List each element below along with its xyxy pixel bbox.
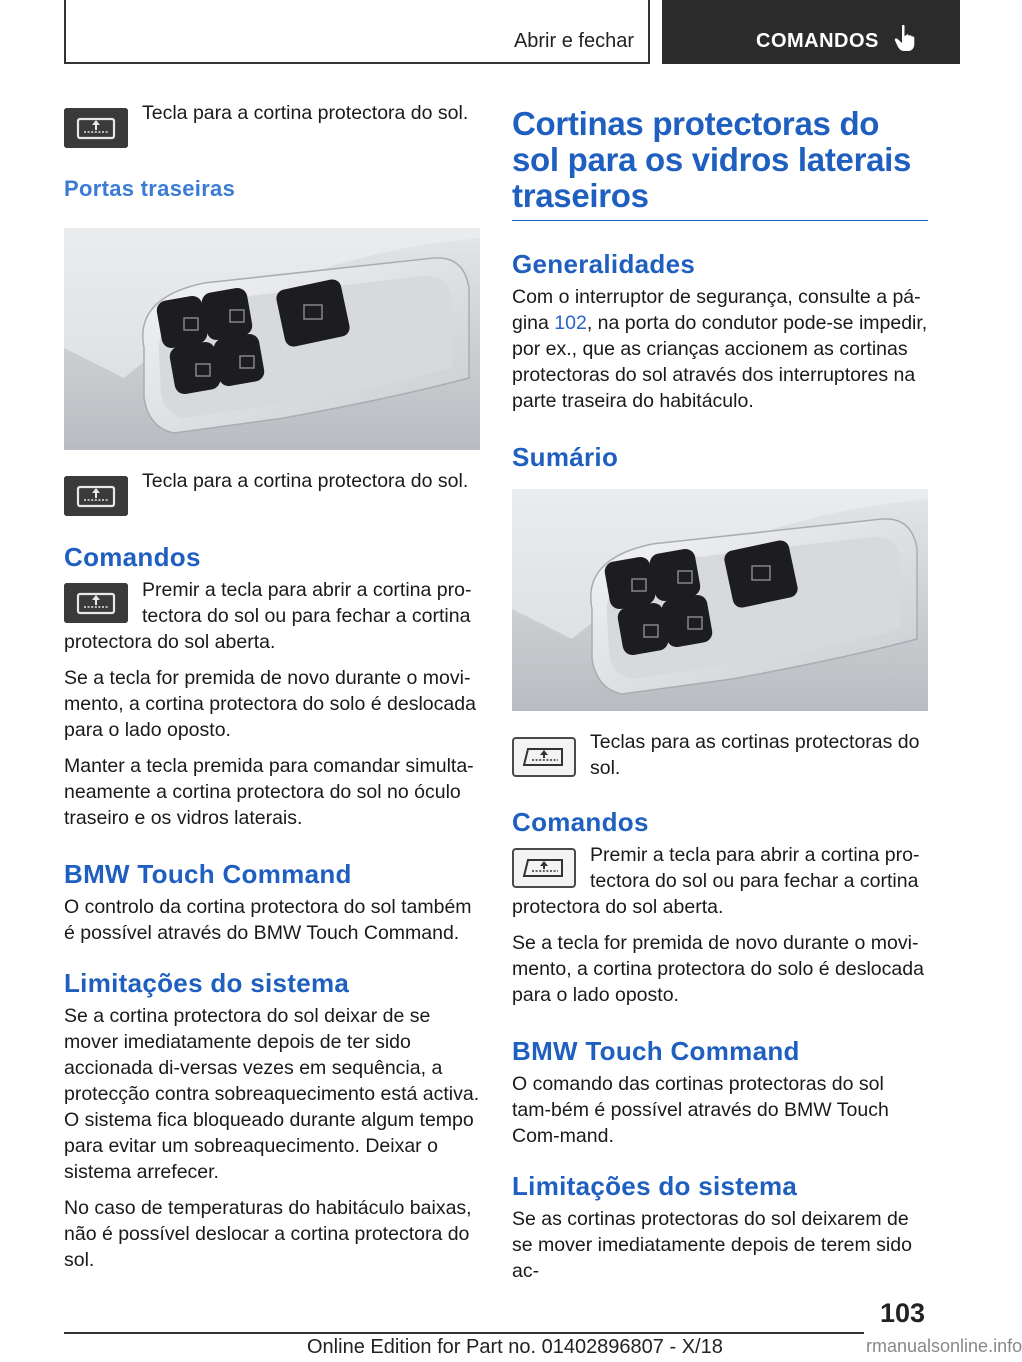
general-heading: Generalidades xyxy=(512,249,696,279)
touch-command-paragraph: O comando das cortinas protectoras do sol tam-bém é possível através do BMW Touch Com-mand. xyxy=(512,1073,889,1147)
watermark[interactable]: rmanualsonline.info xyxy=(866,1336,1022,1356)
intro-key-caption xyxy=(64,100,480,148)
summary-key-caption xyxy=(512,729,928,781)
rear-doors-key-caption xyxy=(64,468,480,516)
general-text: Com o interruptor de segurança, consulte a pá-gina xyxy=(512,286,921,334)
pointing-hand-icon xyxy=(894,24,916,52)
rear-door-switch-photo xyxy=(64,228,480,450)
limitations-paragraph: No caso de temperaturas do habitáculo baixas, não é possível deslocar a cortina protectora do sol. xyxy=(64,1197,472,1271)
sunblind-side-key-icon xyxy=(512,848,576,888)
touch-command-paragraph: O controlo da cortina protectora do sol também é possível através do BMW Touch Command. xyxy=(64,896,472,944)
general-text: , na porta do condutor pode-se impedir, por ex., que as crianças accionem as cortinas protectoras do sol através dos interruptores na parte traseira do habitáculo. xyxy=(512,312,928,412)
footer-divider xyxy=(64,1332,864,1334)
limitations-paragraph: Se as cortinas protectoras do sol deixarem de se mover imediatamente depois de terem sido ac- xyxy=(512,1208,912,1282)
rear-doors-heading: Portas traseiras xyxy=(64,176,236,201)
footer-edition: Online Edition for Part no. 01402896807 - X/18 xyxy=(307,1336,723,1358)
sunblind-rear-key-icon xyxy=(64,583,128,623)
sunblind-rear-key-icon xyxy=(64,476,128,516)
touch-command-heading: BMW Touch Command xyxy=(512,1036,800,1066)
limitations-paragraph: Se a cortina protectora do sol deixar de se mover imediatamente depois de ter sido accionada di-versas vezes em sequência, a protecção contra sobreaquecimento está activa. O sistema fica bloqueado durante algum tempo para evitar um sobreaquecimento. Deixar o sistema arrefecer. xyxy=(64,1005,480,1183)
limitations-heading: Limitações do sistema xyxy=(64,968,350,998)
chapter-tab[interactable] xyxy=(662,0,960,64)
controls-paragraph: Se a tecla for premida de novo durante o movi-mento, a cortina protectora do solo é deslocada para o lado oposto. xyxy=(512,932,924,1006)
limitations-heading: Limitações do sistema xyxy=(512,1171,798,1201)
controls-key-caption xyxy=(64,577,480,655)
section-tab[interactable] xyxy=(64,0,650,64)
controls-key-caption xyxy=(512,842,928,920)
left-column xyxy=(64,100,480,1283)
chapter-title: COMANDOS xyxy=(756,30,879,52)
summary-caption: Teclas para as cortinas protectoras do sol. xyxy=(590,731,920,779)
section-title: Abrir e fechar xyxy=(513,30,634,52)
page-header xyxy=(0,0,960,66)
general-paragraph xyxy=(512,284,928,414)
controls-icon-text: Premir a tecla para abrir a cortina pro-tectora do sol ou para fechar a cortina protectora do sol aberta. xyxy=(512,844,920,918)
page-number: 103 xyxy=(880,1298,926,1328)
page-link[interactable]: 102 xyxy=(554,312,587,334)
side-window-switch-photo xyxy=(512,489,928,711)
sunblind-side-key-icon xyxy=(512,737,576,777)
controls-icon-text: Premir a tecla para abrir a cortina pro-tectora do sol ou para fechar a cortina protectora do sol aberta. xyxy=(64,579,472,653)
controls-paragraph: Manter a tecla premida para comandar simulta-neamente a cortina protectora do sol no óculo traseiro e os vidros laterais. xyxy=(64,755,474,829)
rear-doors-caption: Tecla para a cortina protectora do sol. xyxy=(142,470,469,492)
right-column xyxy=(512,100,928,1294)
controls-paragraph: Se a tecla for premida de novo durante o movi-mento, a cortina protectora do solo é deslocada para o lado oposto. xyxy=(64,667,476,741)
intro-caption: Tecla para a cortina protectora do sol. xyxy=(142,102,469,124)
main-heading: Cortinas protectoras do sol para os vidros laterais traseiros xyxy=(512,106,928,221)
controls-heading: Comandos xyxy=(512,807,649,837)
touch-command-heading: BMW Touch Command xyxy=(64,859,352,889)
controls-heading: Comandos xyxy=(64,542,201,572)
sunblind-rear-key-icon xyxy=(64,108,128,148)
summary-heading: Sumário xyxy=(512,442,619,472)
